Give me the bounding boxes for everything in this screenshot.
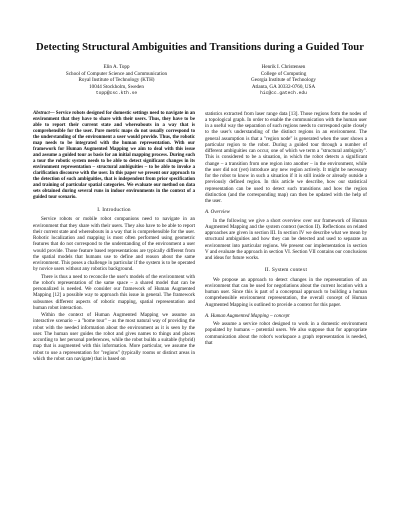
- author-name: Elin A. Topp: [103, 64, 130, 70]
- right-column: [205, 111, 367, 364]
- abstract-text: — Service robots designed for domestic settings need to navigate in an environment that they have to share with their users. Thus, they have to be able to report their current state and whereabouts in a way that is comprehensible for the user. Pure metric maps do not usually correspond to the understanding of the environment a user would provide. Thus, the robotic map needs to be integrated with the human representation. With our framework for Human Augmented Mapping we aim to deal with this issue and assume a guided tour as basis for an initial mapping process. During such a tour the robotic system needs to be able to detect significant changes in its environment representation – structural ambiguities – to be able to invoke a clarification discourse with the user. In this paper we present our approach to the detection of such ambiguities, that is independent from prior specification and training of particular spatial categories. We evaluate our method on data sets obtained during several runs in indoor environments in the context of a guided tour scenario.: [33, 110, 195, 201]
- section-heading: I. Introduction: [97, 207, 131, 214]
- subsection-heading: A. Human Augmented Mapping – concept: [205, 312, 290, 319]
- section-heading: II. System context: [264, 267, 308, 274]
- author-1: [33, 64, 200, 98]
- paper-title: Detecting Structural Ambiguities and Transitions during a Guided Tour: [36, 42, 364, 53]
- subsection-heading: A. Overview: [205, 209, 230, 216]
- author-2: [200, 64, 367, 98]
- paragraph: We assume a service robot designed to work in a domestic environment populated by humans – potential users. We also suppose that for appropriate communication about the robot's workspace a graph representation is needed, that: [205, 321, 367, 346]
- author-name: Henrik I. Christensen: [261, 64, 306, 70]
- paragraph: Service robots or mobile robot companions need to navigate in an environment that they share with their users. They also have to be able to report their current state and whereabouts in a way that is comprehensible for the user. Robotic localization and mapping is most often performed using geometric features that do not correspond to the understanding of the environment a user would provide. Those feature based representations are typically different from the spatial models that humans use to define and reason about the same environment. This poses a challenge in particular if the system is to be operated by novice users without any robotics background.: [33, 216, 195, 273]
- author-email: hic@cc.gatech.edu: [260, 90, 307, 96]
- author-affiliation: School of Computer Science and Communication: [65, 70, 168, 77]
- abstract-label: Abstract: [33, 110, 50, 116]
- author-block: [33, 64, 367, 98]
- abstract: [33, 111, 195, 202]
- author-email: topp@csc.kth.se: [95, 90, 138, 96]
- two-column-body: [33, 111, 367, 364]
- paragraph: Within the context of Human Augmented Mapping we assume an interactive scenario – a "home tour" – as the most natural way of providing the robot with the needed information about the environment as it is seen by the user. The human user guides the robot and gives names to things and places according to her personal preferences, while the robot builds a suitable (hybrid) map that is augmented with this information. More particular, we assume the robot to use a representation for "regions" (typically rooms or distinct areas in which the robot can navigate) that is based on: [33, 312, 195, 362]
- author-address: 10044 Stockholm, Sweden: [89, 84, 144, 91]
- author-affiliation: Georgia Institute of Technology: [251, 77, 316, 84]
- paragraph: In the following we give a short overview over our framework of Human Augmented Mapping and the system context (section II). Reflections on related approaches are given in section III. In section IV we describe what we mean by structural ambiguities and how they can be detected and used to separate an environment into particular regions. We present our implementation in section V and evaluate the approach in section VI. Section VII contains our conclusions and ideas for future works.: [205, 217, 367, 262]
- author-address: Atlanta, GA 30332-0760, USA: [251, 84, 316, 91]
- paragraph: There is thus a need to reconcile the user's models of the environment with the robot's representation of the same space – a shared model that can be personalized is needed. We consider our framework of Human Augmented Mapping [12] a possible way to approach this issue in general. The framework subsumes different aspects of robotic mapping, spatial representation and human robot interaction.: [33, 273, 195, 311]
- paragraph: We propose an approach to detect changes in the representation of an environment that can be used for negotiations about the current location with a human user. Since this is part of a conceptual approach to building a human comprehensible environment representation, the overall concept of Human Augmented Mapping is outlined to provide a context for this paper.: [205, 276, 367, 308]
- paragraph: statistics extracted from laser range data [13]. Those regions form the nodes of a topological graph. In order to enable the communication with the human user in a useful way the separation of such regions needs to correspond quite closely to the user's understanding of the distinct regions in an environment. The general assumption is that a "region node" is generated when the user shows a particular region to the robot. During a guided tour through a number of different ambiguities can occur, one of which we term a "structural ambiguity". This is considered to be a situation, in which the robot detects a significant change – a transition from one region into another – in the environment, while the user did not (yet) introduce any new region actively. It might be necessary for the robot to know in such a situation if it is still inside or already outside a previously defined region. In this article we describe, how our statistical representation can be used to detect such transitions and how the region distinction (and the corresponding map) can then be updated with the help of the user.: [205, 110, 367, 205]
- author-affiliation: College of Computing: [260, 70, 307, 77]
- author-affiliation: Royal Institute of Technology (KTH): [78, 77, 155, 84]
- left-column: [33, 111, 195, 364]
